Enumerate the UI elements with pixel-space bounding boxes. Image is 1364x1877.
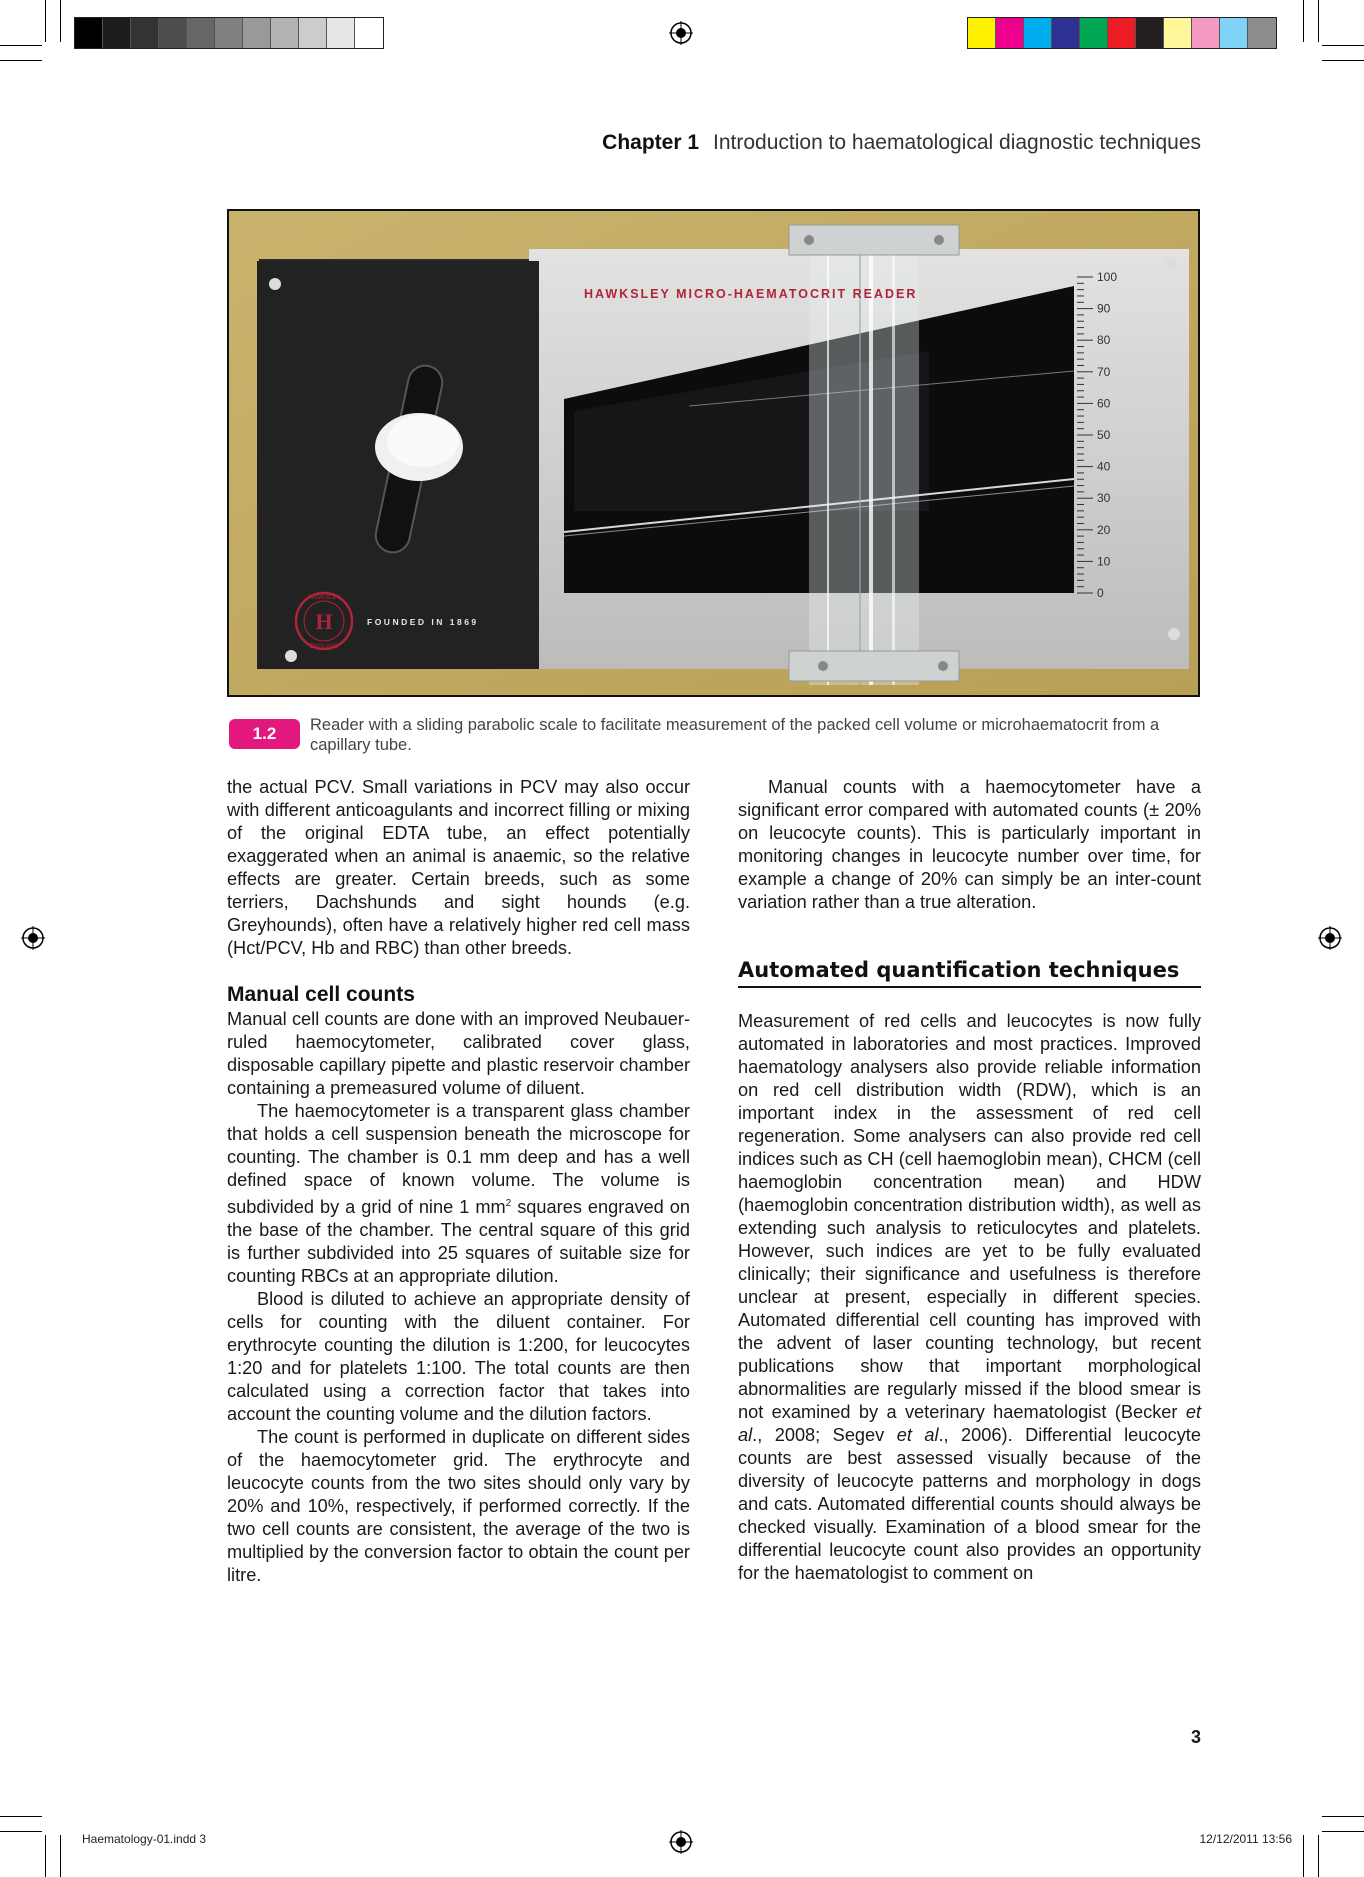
registration-mark-icon — [669, 21, 693, 45]
scale-label: 30 — [1097, 491, 1111, 506]
chapter-label: Chapter 1 — [602, 131, 700, 154]
file-slug: Haematology-01.indd 3 — [82, 1832, 207, 1846]
process-color-bar — [967, 17, 1277, 49]
color-swatch — [1220, 18, 1248, 48]
scale-label: 20 — [1097, 522, 1111, 537]
gray-swatch — [327, 18, 355, 48]
italic-text: et al — [896, 1425, 939, 1445]
color-swatch — [1248, 18, 1276, 48]
registration-mark-icon — [1318, 926, 1342, 950]
color-swatch — [1080, 18, 1108, 48]
color-swatch — [1108, 18, 1136, 48]
body-paragraph — [738, 1010, 1201, 1585]
scale-label: 100 — [1097, 270, 1118, 284]
body-paragraph — [227, 1100, 690, 1288]
body-paragraph: Manual counts with a haemocytometer have a significant error compared with automated counts (± 20% on leucocyte counts). This is particularly important in monitoring changes in leucocyte number over time, for example a change of 20% can simply be an inter-count variation rather than a true alteration. — [738, 777, 1201, 912]
chapter-title: Introduction to haematological diagnostic techniques — [713, 131, 1201, 154]
scale-label: 80 — [1097, 333, 1111, 348]
paragraph-text: Measurement of red cells and leucocytes is now fully automated in laboratories and most practices. Improved haematology analysers also provide reliable information on red cell distribution width (RDW), which is an important index in the assessment of red cell regeneration. Some analysers can also provide red cell indices such as CH (cell haemoglobin mean), CHCM (cell haemoglobin concentration mean) and HDW (haemoglobin concentration distribution width), as well as extending such analysis to reticulocytes and platelets. However, such indices are yet to be fully evaluated clinically; their significance and usefulness is therefore unclear at present, especially in different species. Automated differential cell counting has improved with the advent of laser counting technology, but recent publications show that important morphological abnormalities are regularly missed if the blood smear is not examined by a veterinary haematologist (Becker — [738, 1011, 1201, 1422]
body-paragraph: Blood is diluted to achieve an appropriate density of cells for counting with the diluent container. For erythrocyte counting the dilution is 1:200, for leucocytes 1:20 and for platelets 1:100. The total counts are then calculated using a correction factor that takes into account the counting volume and the dilution factors. — [227, 1289, 690, 1425]
gray-swatch — [187, 18, 215, 48]
registration-mark-icon — [21, 926, 45, 950]
gray-swatch — [271, 18, 299, 48]
gray-swatch — [243, 18, 271, 48]
color-swatch — [1024, 18, 1052, 48]
scale-label: 10 — [1097, 554, 1111, 569]
color-swatch — [1052, 18, 1080, 48]
figure-caption: Reader with a sliding parabolic scale to facilitate measurement of the packed cell volume or microhaematocrit from a capillary tube. — [310, 716, 1160, 754]
body-paragraph: The count is performed in duplicate on different sides of the haemocytometer grid. The erythrocyte and leucocyte counts from the two sites should only vary by 20% and 10%, respectively, if performed correctly. If the two cell counts are consistent, the average of the two is multiplied by the conversion factor to obtain the count per litre. — [227, 1427, 690, 1586]
page-number: 3 — [1190, 1727, 1201, 1747]
color-swatch — [1192, 18, 1220, 48]
figure-photo — [227, 209, 1200, 697]
scale-label: 90 — [1097, 301, 1111, 316]
gray-swatch — [75, 18, 103, 48]
gray-swatch — [159, 18, 187, 48]
scale-label: 60 — [1097, 396, 1111, 411]
paragraph-text: ., 2008; Segev — [752, 1425, 897, 1445]
italic-text: et al — [738, 1402, 1201, 1445]
body-paragraph: Manual cell counts are done with an improved Neubauer-ruled haemocytometer, calibrated cover glass, disposable capillary pipette and plastic reservoir chamber containing a premeasured volume of diluent. — [227, 1009, 690, 1098]
photo-brand-text: HAWKSLEY MICRO-HAEMATOCRIT READER — [584, 287, 918, 301]
gray-swatch — [215, 18, 243, 48]
right-text-column — [738, 776, 1201, 1585]
seal-monogram: H — [315, 609, 333, 634]
scale-label: 40 — [1097, 459, 1111, 474]
scale-label: 50 — [1097, 428, 1111, 442]
seal-top-text: HAWKSLEY — [307, 595, 341, 601]
scale-label: 0 — [1097, 586, 1104, 600]
gray-swatch — [299, 18, 327, 48]
color-swatch — [996, 18, 1024, 48]
paragraph-text: The haemocytometer is a transparent glass chamber that holds a cell suspension beneath the microscope for counting. The chamber is 0.1 mm deep and has a well defined space of known volume. The volume is subdivided by a grid of nine 1 mm — [227, 1101, 690, 1218]
section-heading: Manual cell counts — [227, 983, 415, 1006]
body-paragraph: the actual PCV. Small variations in PCV may also occur with different anticoagulants and incorrect filling or mixing of the original EDTA tube, an effect potentially exaggerated when an animal is anaemic, so the relative effects are greater. Certain breeds, such as some terriers, Dachshunds and sight hounds (e.g. Greyhounds), often have a relatively higher red cell mass (Hct/PCV, Hb and RBC) than other breeds. — [227, 777, 690, 958]
left-text-column — [227, 776, 690, 1587]
gray-swatch — [131, 18, 159, 48]
color-swatch — [968, 18, 996, 48]
figure-number-badge: 1.2 — [229, 719, 300, 749]
running-head — [602, 131, 1201, 155]
section-heading: Automated quantification techniques — [738, 958, 1201, 988]
color-swatch — [1136, 18, 1164, 48]
paragraph-text: squares engraved on the base of the chamber. The central square of this grid is further subdivided into 25 squares of suitable size for counting RBCs at an appropriate dilution. — [227, 1197, 691, 1287]
color-swatch — [1164, 18, 1192, 48]
seal-bottom-text: ENGLAND — [309, 644, 339, 650]
gray-swatch — [103, 18, 131, 48]
paragraph-text: ., 2006). Differential leucocyte counts are best assessed visually because of the diversity of leucocyte patterns and morphology in dogs and cats. Automated differential counts should always be checked visually. Examination of a blood smear for the differential leucocyte count also provides an opportunity for the haematologist to comment on — [738, 1425, 1201, 1583]
registration-mark-icon — [669, 1830, 693, 1854]
date-slug: 12/12/2011 13:56 — [1199, 1832, 1292, 1846]
gray-swatch — [355, 18, 383, 48]
grayscale-color-bar — [74, 17, 384, 49]
superscript: 2 — [505, 1198, 512, 1209]
scale-label: 70 — [1097, 364, 1111, 379]
photo-founded-text: FOUNDED IN 1869 — [367, 617, 479, 627]
